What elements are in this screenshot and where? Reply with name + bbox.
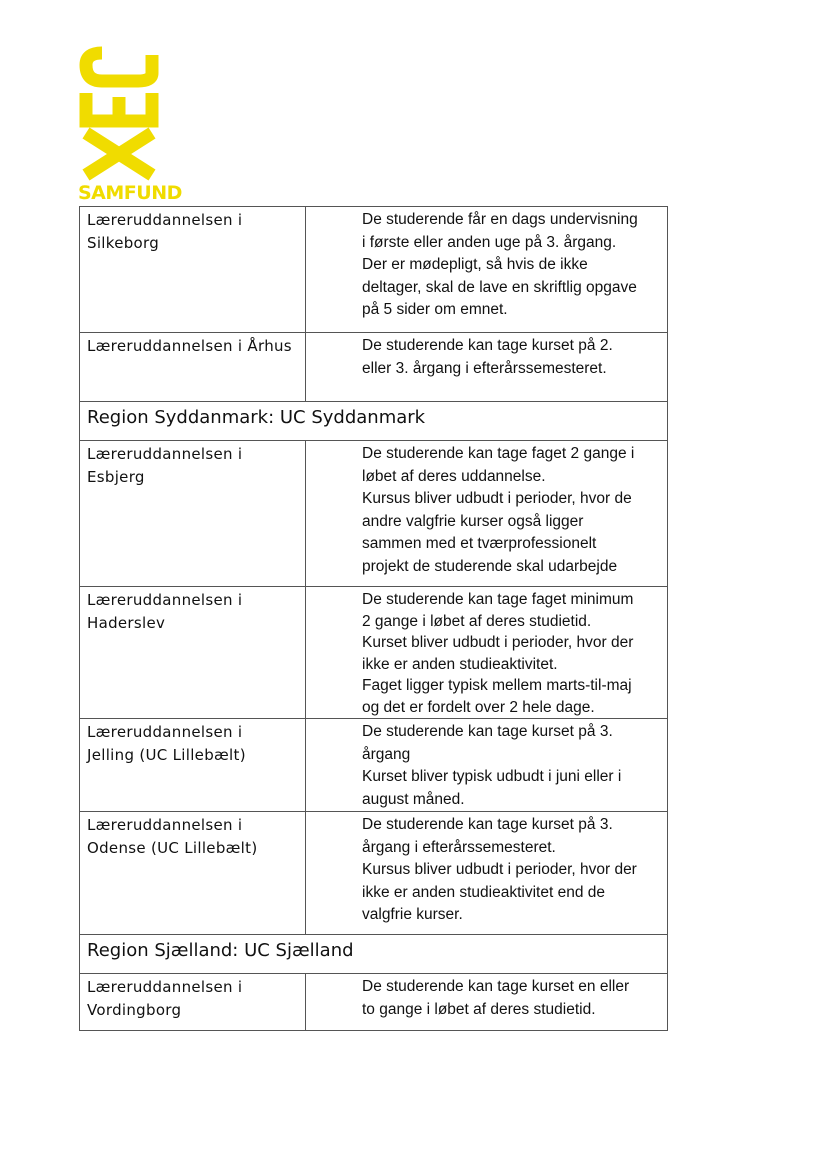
description-cell xyxy=(306,441,668,587)
institution-name: Læreruddannelsen i Esbjerg xyxy=(87,445,243,486)
region-heading: Region Sjælland: UC Sjælland xyxy=(87,940,354,961)
region-row xyxy=(80,402,668,441)
description-cell xyxy=(306,719,668,812)
education-table xyxy=(79,206,668,1031)
table-row xyxy=(80,974,668,1031)
table-row xyxy=(80,587,668,719)
institution-name: Læreruddannelsen i Haderslev xyxy=(87,591,243,632)
course-description: De studerende kan tage faget 2 gange i løbet af deres uddannelse. Kursus bliver udbudt i perioder, hvor de andre valgfrie kurser også ligger sammen med et tværprofessionelt projekt de studerende skal udarbejde xyxy=(362,445,635,575)
table-row xyxy=(80,441,668,587)
sex-samfund-logo xyxy=(78,45,182,205)
institution-cell xyxy=(80,812,306,935)
institution-cell xyxy=(80,974,306,1031)
region-heading: Region Syddanmark: UC Syddanmark xyxy=(87,407,426,428)
description-cell xyxy=(306,333,668,402)
description-cell xyxy=(306,207,668,333)
description-cell xyxy=(306,812,668,935)
table-row xyxy=(80,719,668,812)
institution-cell xyxy=(80,719,306,812)
table-row xyxy=(80,207,668,333)
institution-name: Læreruddannelsen i Jelling (UC Lillebælt) xyxy=(87,723,246,764)
table-row xyxy=(80,333,668,402)
institution-cell xyxy=(80,587,306,719)
course-description: De studerende kan tage kurset en eller to gange i løbet af deres studietid. xyxy=(362,978,630,1018)
logo-letters-icon xyxy=(78,45,160,183)
course-description: De studerende kan tage faget minimum 2 gange i løbet af deres studietid. Kurset bliver udbudt i perioder, hvor der ikke er anden studieaktivitet. Faget ligger typisk mellem marts-til-maj og det er fordelt over 2 hele dage. xyxy=(362,591,634,716)
course-description: De studerende får en dags undervisning i første eller anden uge på 3. årgang. Der er mødepligt, så hvis de ikke deltager, skal de lave en skriftlig opgave på 5 sider om emnet. xyxy=(362,211,638,318)
institution-name: Læreruddannelsen i Vordingborg xyxy=(87,978,243,1019)
table-row xyxy=(80,812,668,935)
region-cell xyxy=(80,935,668,974)
course-description: De studerende kan tage kurset på 2. eller 3. årgang i efterårssemesteret. xyxy=(362,337,613,377)
institution-cell xyxy=(80,207,306,333)
region-cell xyxy=(80,402,668,441)
institution-cell xyxy=(80,333,306,402)
description-cell xyxy=(306,587,668,719)
region-row xyxy=(80,935,668,974)
institution-name: Læreruddannelsen i Århus xyxy=(87,337,292,355)
institution-cell xyxy=(80,441,306,587)
institution-name: Læreruddannelsen i Odense (UC Lillebælt) xyxy=(87,816,258,857)
institution-name: Læreruddannelsen i Silkeborg xyxy=(87,211,243,252)
course-description: De studerende kan tage kurset på 3. årgang Kurset bliver typisk udbudt i juni eller i august måned. xyxy=(362,723,622,808)
logo-tagline: SAMFUND xyxy=(78,182,182,204)
description-cell xyxy=(306,974,668,1031)
course-description: De studerende kan tage kurset på 3. årgang i efterårssemesteret. Kursus bliver udbudt i perioder, hvor der ikke er anden studieaktivitet end de valgfrie kurser. xyxy=(362,816,637,923)
